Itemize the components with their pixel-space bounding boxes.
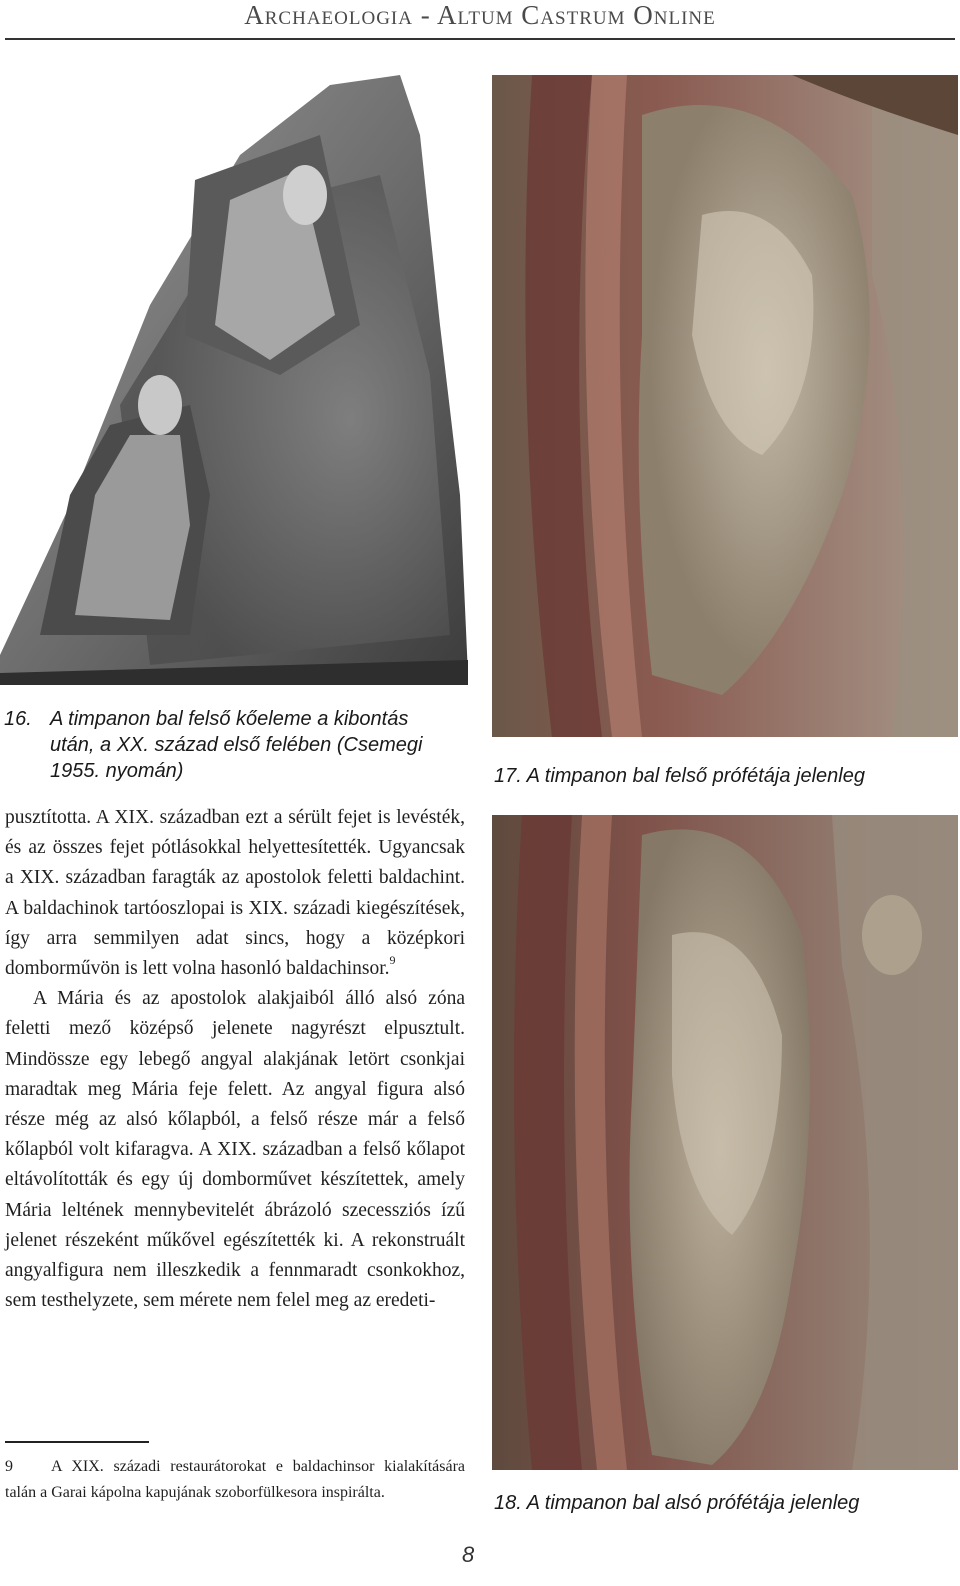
footnote-text: A XIX. századi restaurátorokat e baldachinsor kialakítására talán a Garai kápolna kapujának szoborfülkesora inspirálta. — [5, 1458, 465, 1501]
figure-18-caption: 18. A timpanon bal alsó prófétája jelenleg — [494, 1492, 860, 1514]
figure-16-caption-text: A timpanon bal felső kőeleme a kibontás után, a XX. század első felében (Csemegi 1955. nyomán) — [50, 708, 423, 782]
body-text — [5, 803, 465, 1316]
footnote-rule — [5, 1441, 149, 1443]
figure-16-photo — [0, 75, 468, 685]
footnote — [5, 1454, 465, 1506]
figure-17-caption: 17. A timpanon bal felső prófétája jelenleg — [494, 765, 865, 787]
footnote-reference[interactable]: 9 — [389, 953, 396, 968]
figure-16-number: 16. — [4, 708, 32, 730]
paragraph-2: A Mária és az apostolok alakjaiból álló alsó zóna feletti mező középső jelenete nagyrészt elpusztult. Mindössze egy lebegő angyal alakjának letört csonkjai maradtak meg Mária feje felett. Az angyal figura alsó része még az alsó kőlapból, a felső része már a felső kőlapból volt kifaragva. A XIX. században a felső kőlapot eltávolították és egy új domborművet készítettek, amely Mária leltének mennybevitelét ábrázoló szecessziós ízű jelenet részeként műkővel egészítették ki. A rekonstruált angyalfigura nem illeszkedik a fennmaradt csonkokhoz, sem testhelyzete, sem mérete nem felel meg az eredeti- — [5, 988, 465, 1312]
figure-18-photo — [492, 815, 958, 1470]
journal-title: Archaeologia - Altum Castrum Online — [244, 0, 716, 30]
page-number: 8 — [462, 1542, 475, 1567]
paragraph-1 — [5, 803, 465, 984]
header-rule — [5, 38, 955, 40]
running-header — [0, 0, 960, 42]
footnote-number: 9 — [5, 1458, 13, 1475]
paragraph-1-text: pusztította. A XIX. században ezt a sérült fejet is levésték, és az összes fejet pótlásokkal helyettesítették. Ugyancsak a XIX. században faragták az apostolok feletti baldachint. A baldachinok tartóoszlopai is XIX. századi kiegészítések, így arra semmilyen adat sincs, hogy a középkori domborművön is lett volna hasonló baldachinsor. — [5, 807, 465, 980]
figure-17-photo — [492, 75, 958, 737]
